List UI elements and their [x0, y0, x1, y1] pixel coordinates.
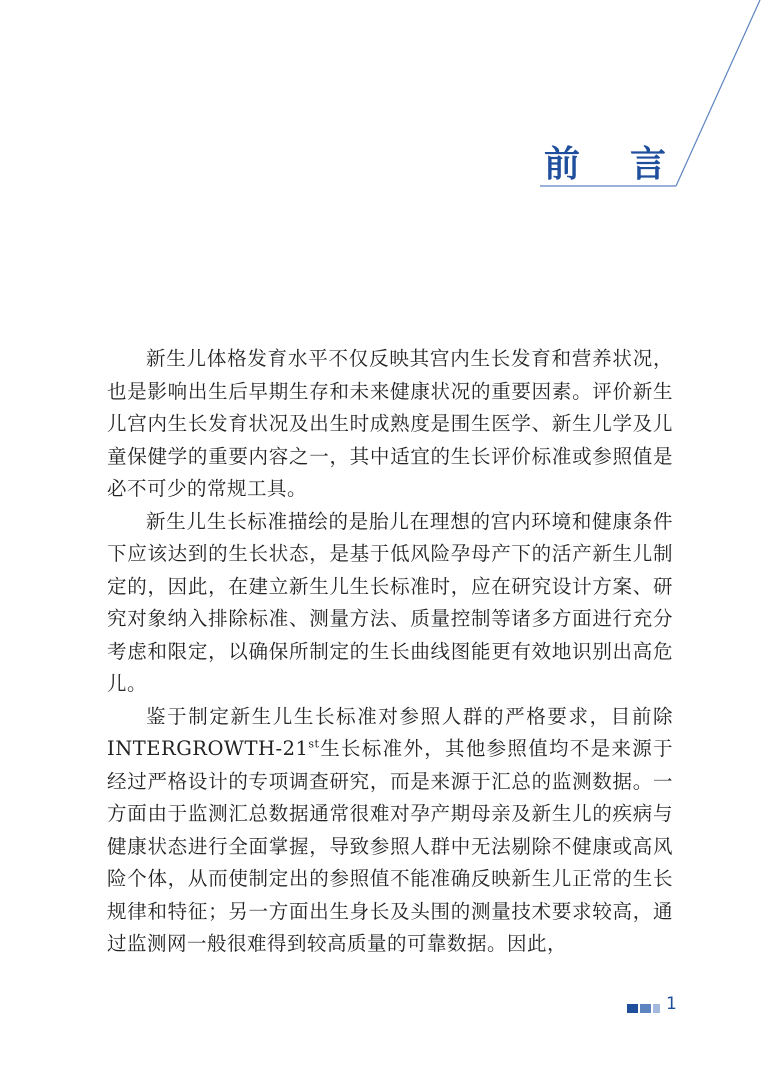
footer-square-mid: [640, 1004, 651, 1013]
title-char-1: 前: [544, 144, 581, 185]
paragraph-3-rest: 生长标准外，其他参照值均不是来源于经过严格设计的专项调查研究，而是来源于汇总的监测数据。一方面由于监测汇总数据通常很难对孕产期母亲及新生儿的疾病与健康状态进行全面掌握，导致参照人群中无法剔除不健康或高风险个体，从而使制定出的参照值不能准确反映新生儿正常的生长规律和特征；另一方面出生身长及头围的测量技术要求较高，通过监测网一般很难得到较高质量的可靠数据。因此，: [107, 737, 673, 955]
footer-square-light: [653, 1004, 660, 1013]
page-footer: [622, 996, 682, 1020]
paragraph-3: [107, 701, 673, 961]
paragraph-3-lead: 鉴于制定新生儿生长标准对参照人群的严格要求，目前除INTERGROWTH-21: [107, 704, 673, 760]
page-title: [538, 136, 678, 186]
body-text: [107, 343, 673, 961]
paragraph-3-superscript: st: [308, 737, 320, 751]
page-number: 1: [666, 994, 677, 1014]
title-char-2: 言: [630, 144, 667, 185]
paragraph-2: 新生儿生长标准描绘的是胎儿在理想的宫内环境和健康条件下应该达到的生长状态，是基于低风险孕母产下的活产新生儿制定的，因此，在建立新生儿生长标准时，应在研究设计方案、研究对象纳入排除标准、测量方法、质量控制等诸多方面进行充分考虑和限定，以确保所制定的生长曲线图能更有效地识别出高危儿。: [107, 509, 673, 695]
paragraph-1: 新生儿体格发育水平不仅反映其宫内生长发育和营养状况，也是影响出生后早期生存和未来健康状况的重要因素。评价新生儿宫内生长发育状况及出生时成熟度是围生医学、新生儿学及儿童保健学的重要内容之一，其中适宜的生长评价标准或参照值是必不可少的常规工具。: [107, 347, 673, 500]
footer-square-dark: [627, 1004, 638, 1013]
